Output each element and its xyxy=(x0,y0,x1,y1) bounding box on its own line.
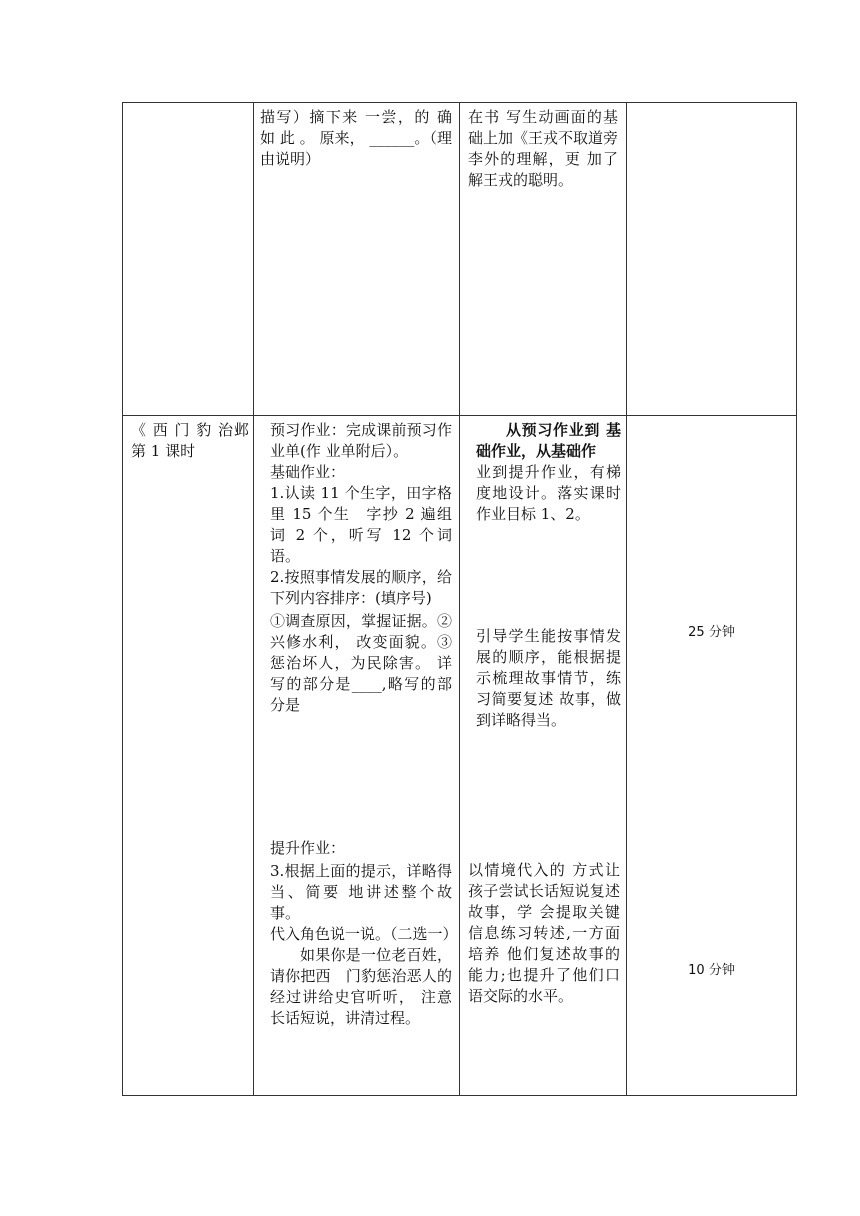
roleplay-prompt: 代入角色说一说。（二选一） xyxy=(270,925,458,943)
homework-item-1: 1.认读 11 个生字，田字格里 15 个生 字抄 2 遍组词 2 个，听写 12 个词语。 xyxy=(270,484,452,565)
intent-paragraph-1: 业到提升作业，有梯 度地设计。落实课时 作业目标 1、2。 xyxy=(476,463,621,523)
basic-homework-title: 基础作业： xyxy=(270,463,346,481)
lesson-plan-table xyxy=(122,102,797,1096)
intent-text: 在书 写生动画面的基础上加《王戎不取道旁李外的理解，更 加了解王戎的聪明。 xyxy=(468,108,619,189)
lesson-name: 《 西 门 豹 治邺第 1 课时 xyxy=(131,421,249,460)
table-row xyxy=(123,416,797,1096)
homework-text: 描写）摘下来 一尝，的 确 如 此 。 原来， ______。（理由说明） xyxy=(260,108,452,168)
intent-paragraph-2: 引导学生能按事情发展的顺序，能根据提示梳理故事情节，练习简要复述 故事，做到详略得当。 xyxy=(476,627,621,729)
lesson-cell xyxy=(123,103,254,416)
time-cell xyxy=(627,103,797,416)
time-10-min: 10 分钟 xyxy=(688,963,735,978)
intent-paragraph-3: 以情境代入的 方式让孩子尝试长话短说复述故事，学 会提取关键信息练习转述,一方面培养 他们复述故事的能力;也提升了他们口 语交际的水平。 xyxy=(468,861,620,1005)
preview-homework: 预习作业：完成课前预习作业单(作 业单附后）。 xyxy=(270,421,452,460)
homework-item-3: 3.根据上面的提示，详略得当、简要 地讲述整个故事。 xyxy=(270,862,452,922)
intent-cell xyxy=(460,103,627,416)
roleplay-body: 如果你是一位老百姓，请你把西 门豹惩治恶人的经过讲给史官听听， 注意长话短说，讲清过程。 xyxy=(270,946,452,1027)
time-25-min: 25 分钟 xyxy=(688,625,735,640)
homework-item-2: 2.按照事情发展的顺序，给下列内容排序：(填序号) xyxy=(270,568,452,607)
homework-item-2-body: ①调查原因，掌握证据。②兴修水利， 改变面貌。③惩治坏人，为民除害。 详写的部分是____,略写的部分是 xyxy=(270,612,452,714)
lesson-cell xyxy=(123,416,254,1096)
homework-cell xyxy=(254,103,460,416)
intent-heading: 从预习作业到 基础作业，从基础作 xyxy=(476,421,621,460)
intent-cell xyxy=(460,416,627,1096)
time-cell xyxy=(627,416,797,1096)
table-row xyxy=(123,103,797,416)
homework-cell xyxy=(254,416,460,1096)
advanced-homework-title: 提升作业： xyxy=(270,839,346,857)
